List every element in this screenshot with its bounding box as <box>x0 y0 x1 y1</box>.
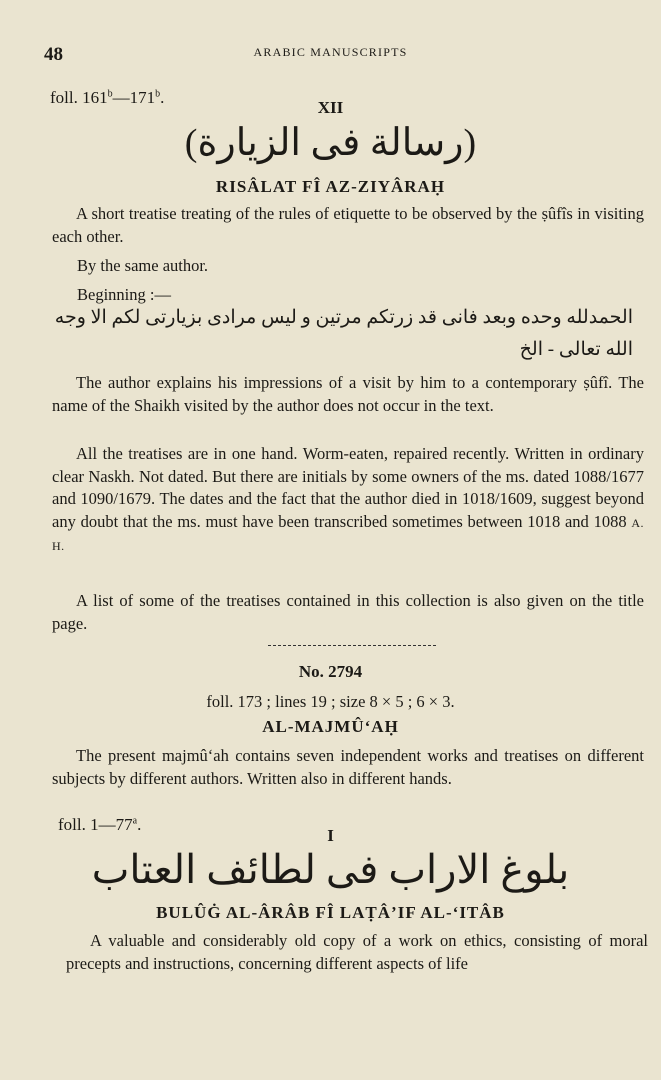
folio-prefix: foll. 1—77 <box>58 815 133 834</box>
arabic-title-xii: (رسالة فى الزيارة) <box>184 122 477 164</box>
era-abbrev: A. H. <box>52 515 645 553</box>
folio-sup: b <box>107 88 113 100</box>
section-roman-xii: XII <box>317 98 344 117</box>
dating-text: All the treatises are in one hand. Worm-eaten, repaired recently. Written in ordinary clear Naskh. Not dated. But there are initials by some owners of the ms. dated 1088/1677 and 1090/1679. The dates and the fact that the author died in 1018/1609, suggest beyond any doubt that the ms. must have been transcribed sometimes between 1018 and 1088 <box>52 444 644 531</box>
collection-title: AL-MAJMÛ‘AḤ <box>262 717 399 736</box>
folio-prefix: foll. 161 <box>50 88 108 107</box>
paragraph-impressions: The author explains his impressions of a visit by him to a contemporary ṣûfî. The name of the Shaikh visited by the author does not occur in the text. <box>52 373 644 415</box>
folio-sup: a <box>132 815 138 827</box>
folio-sup: b <box>155 88 161 100</box>
paragraph-title-page: A list of some of the treatises contained in this collection is also given on the title page. <box>52 591 644 633</box>
section-divider <box>268 645 436 646</box>
manuscript-number: No. 2794 <box>298 662 363 681</box>
translit-title-xii: RISÂLAT FÎ AZ-ZIYÂRAḤ <box>215 177 446 196</box>
paragraph-dating <box>52 443 644 558</box>
translit-title-i: BULÛĠ AL-ÂRÂB FÎ LAṬÂ’IF AL-‘ITÂB <box>156 903 505 922</box>
running-title: ARABIC MANUSCRIPTS <box>253 45 408 59</box>
arabic-incipit-line1: الحمدلله وحده وبعد فانى قد زرتكم مرتين و ليس مرادى بزيارتى لكم الا وجه <box>54 307 633 328</box>
folio-mid: —171 <box>112 88 156 107</box>
folio-suffix: . <box>160 88 165 107</box>
author-line: By the same author. <box>77 256 209 275</box>
section-roman-i: I <box>327 826 334 845</box>
collection-description: The present majmû‘ah contains seven independent works and treatises on different subjects by different authors. Written also in different hands. <box>52 746 644 788</box>
folio-suffix: . <box>137 815 142 834</box>
page-number: 48 <box>44 44 63 65</box>
description-i: A valuable and considerably old copy of a work on ethics, consisting of moral precepts and instructions, concerning different aspects of life <box>66 931 648 973</box>
arabic-title-i: بلوغ الاراب فى لطائف العتاب <box>91 847 570 892</box>
description-xii: A short treatise treating of the rules of etiquette to be observed by the ṣûfîs in visiting each other. <box>52 204 644 246</box>
beginning-label: Beginning :— <box>77 285 171 304</box>
manuscript-details: foll. 173 ; lines 19 ; size 8 × 5 ; 6 × 3. <box>206 692 455 711</box>
arabic-incipit-line2: الله تعالى - الخ <box>519 339 633 360</box>
